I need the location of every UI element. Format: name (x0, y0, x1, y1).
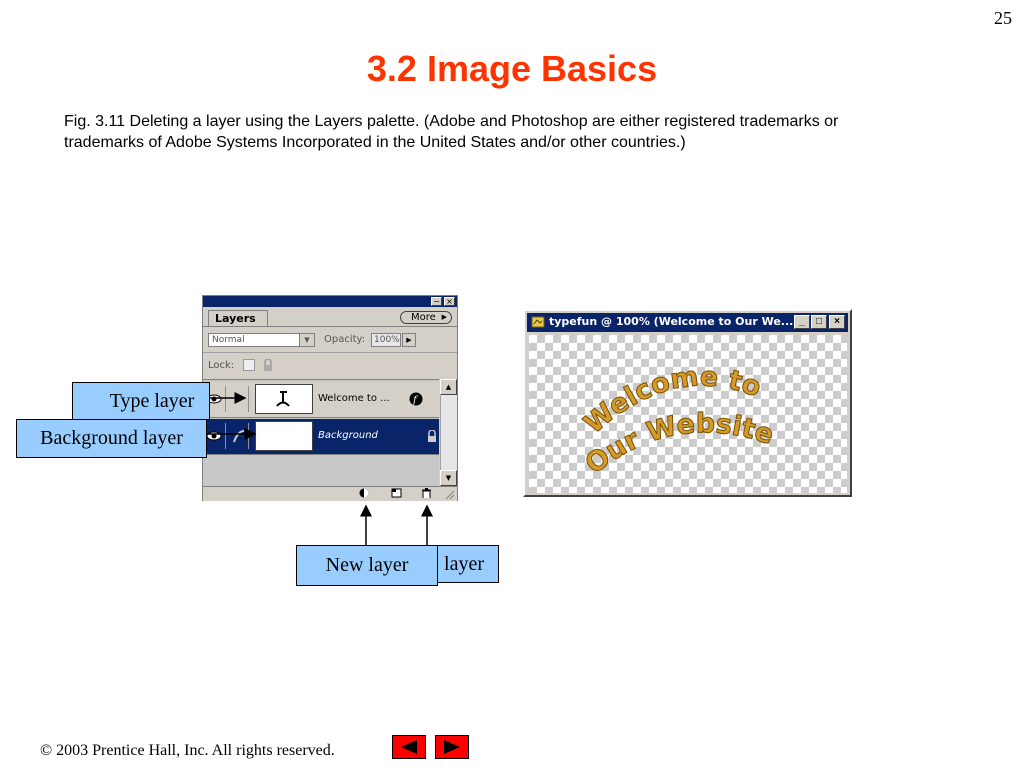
lock-transparency-checkbox[interactable] (243, 359, 255, 371)
copyright-notice: © 2003 Prentice Hall, Inc. All rights reserved. (40, 742, 335, 759)
new-layer-icon[interactable] (391, 488, 402, 498)
nav-next-icon (436, 736, 468, 758)
background-layer-callout: Background layer (16, 419, 207, 458)
document-title: typefun @ 100% (Welcome to Our We... (549, 315, 794, 328)
warp-text-line1: Welcome to (578, 361, 766, 441)
figure-caption: Fig. 3.11 Deleting a layer using the Layers palette. (Adobe and Photoshop are either registered trademarks or trademarks of Adobe Systems Incorporated in the United States and/or other countries.) (64, 113, 839, 151)
new-layer-callout: New layer (296, 545, 438, 586)
page-number: 25 (994, 8, 1012, 28)
layer-row-background[interactable] (203, 419, 439, 455)
opacity-label: Opacity: (324, 334, 366, 345)
warp-text-line2: Our Website (579, 408, 778, 481)
delete-layer-callout: layer (360, 545, 499, 583)
photoshop-app-icon (531, 315, 545, 329)
type-layer-callout: Type layer (72, 382, 210, 420)
lock-label: Lock: (208, 360, 235, 371)
tab-divider (203, 326, 457, 327)
layers-palette (202, 295, 458, 501)
resize-grip[interactable] (443, 488, 455, 500)
eye-icon (205, 423, 225, 449)
layer-thumbnail-background (255, 421, 313, 451)
layer-name-type: Welcome to ... (318, 393, 390, 404)
trash-icon[interactable] (421, 488, 432, 498)
palette-minimize-button[interactable]: − (431, 297, 442, 306)
brush-icon (228, 423, 248, 449)
opacity-stepper[interactable]: ▶ (402, 333, 416, 347)
opacity-field[interactable]: 100% (371, 333, 401, 347)
layer-thumbnail-type (255, 384, 313, 414)
nav-prev-icon (393, 736, 425, 758)
previous-slide-button[interactable] (392, 735, 426, 759)
type-layer-icon (256, 385, 312, 413)
layer-row-type[interactable] (203, 382, 439, 418)
lock-divider (203, 352, 457, 353)
layer-style-icon (409, 392, 423, 406)
scroll-down-button[interactable]: ▼ (440, 470, 457, 486)
link-toggle[interactable] (228, 386, 249, 412)
scroll-up-button[interactable]: ▲ (440, 379, 457, 395)
blend-mode-value: Normal (212, 335, 245, 345)
document-canvas[interactable] (529, 335, 847, 493)
document-titlebar[interactable] (527, 313, 848, 332)
mask-icon[interactable] (359, 488, 370, 498)
layers-list (203, 379, 439, 487)
palette-titlebar (203, 296, 457, 307)
chevron-down-icon: ▼ (299, 334, 314, 346)
link-toggle[interactable] (228, 423, 249, 449)
palette-close-button[interactable]: × (444, 297, 455, 306)
tab-layers[interactable]: Layers (208, 310, 268, 326)
slide-title: 3.2 Image Basics (366, 48, 658, 89)
lock-icon[interactable] (263, 359, 273, 371)
warped-text (529, 335, 847, 493)
palette-footer (203, 486, 457, 501)
document-window (523, 309, 852, 497)
visibility-toggle[interactable] (205, 423, 226, 449)
lock-icon (427, 430, 437, 442)
layer-name-background: Background (318, 430, 378, 441)
minimize-button[interactable]: _ (794, 315, 810, 329)
maximize-button[interactable]: □ (811, 315, 827, 329)
blend-mode-select[interactable] (208, 333, 315, 347)
next-slide-button[interactable] (435, 735, 469, 759)
close-button[interactable]: × (829, 315, 845, 329)
more-menu-button[interactable]: More ▶ (400, 311, 452, 324)
svg-text:f: f (413, 395, 417, 406)
